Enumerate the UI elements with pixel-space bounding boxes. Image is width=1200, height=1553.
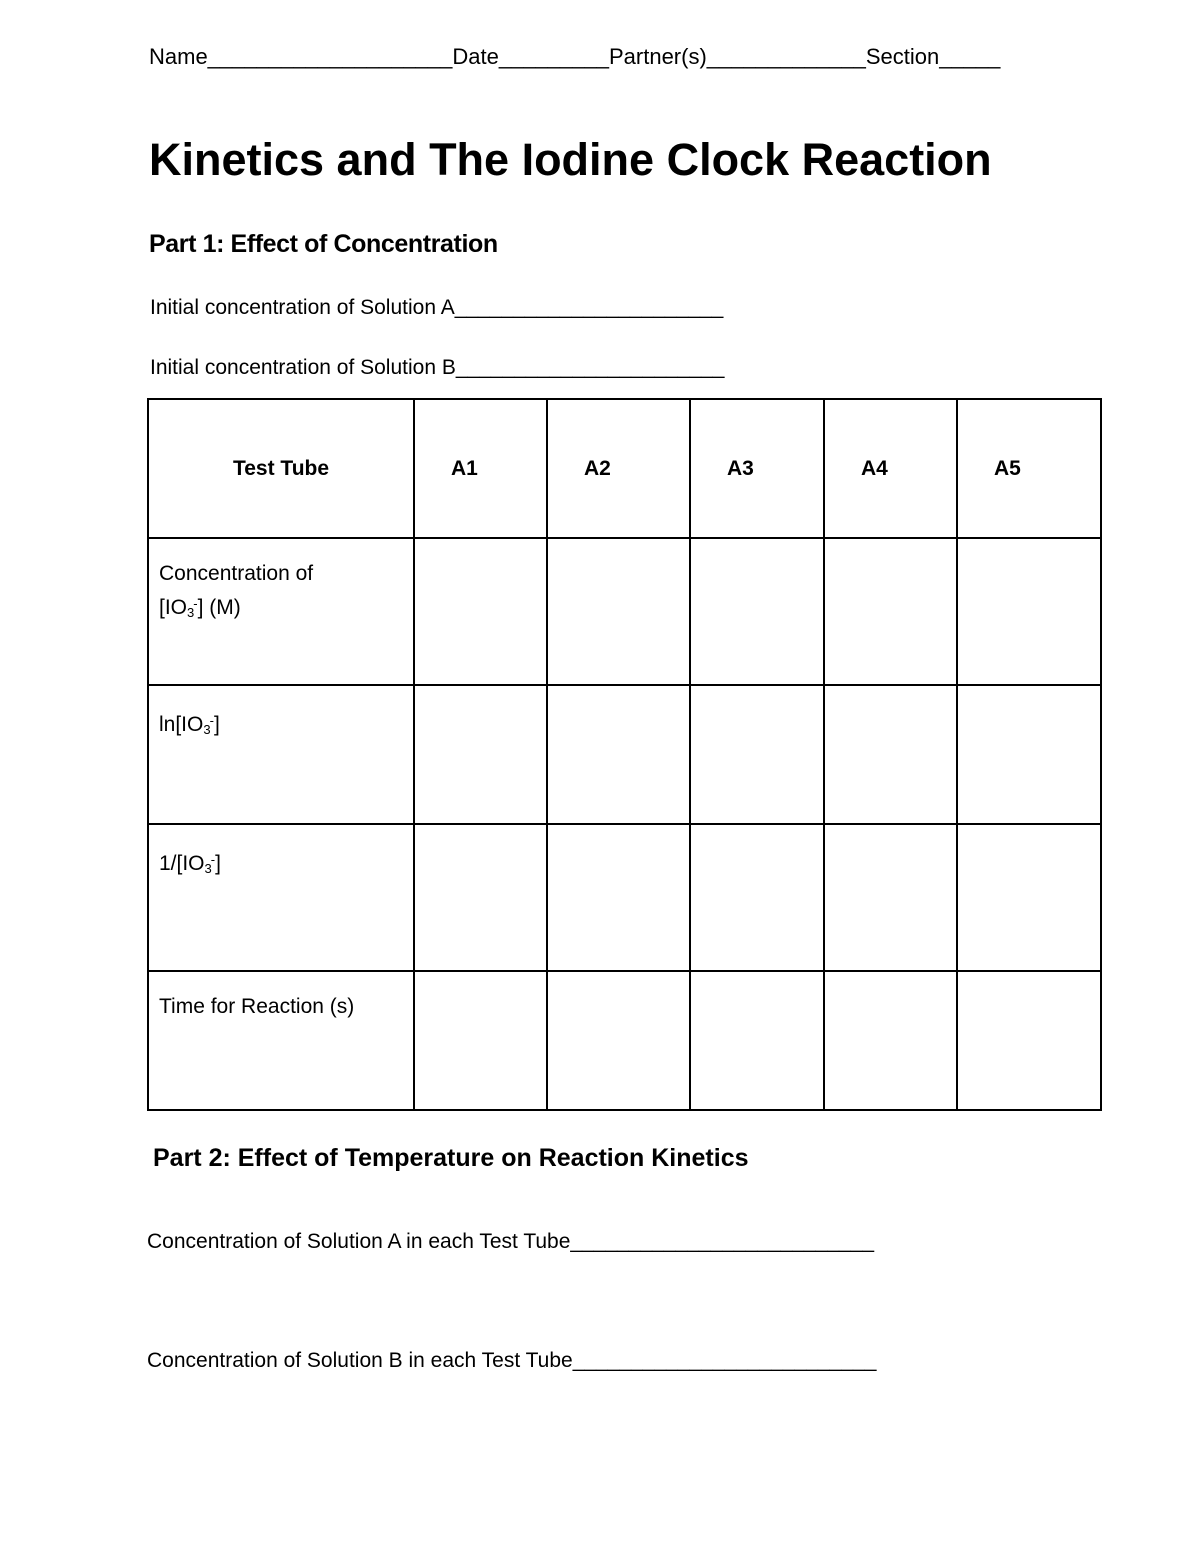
cell-concentration-a4[interactable] xyxy=(824,538,957,685)
table-header-row xyxy=(148,399,1101,538)
row-label-ln: $\ln[IO_3^-]$ xyxy=(148,685,414,824)
cell-time-a2[interactable] xyxy=(547,971,690,1110)
cell-time-a1[interactable] xyxy=(414,971,547,1110)
cell-ln-a4[interactable] xyxy=(824,685,957,824)
row-label-inverse: $1/[IO_3^-]$ xyxy=(148,824,414,971)
cell-inverse-a5[interactable] xyxy=(957,824,1101,971)
cell-time-a4[interactable] xyxy=(824,971,957,1110)
concentration-table xyxy=(147,398,1102,1111)
cell-concentration-a2[interactable] xyxy=(547,538,690,685)
row-label-concentration: Concentration of $[IO_3^-]$ (M) xyxy=(148,538,414,685)
header-col-a1: A1 xyxy=(414,399,547,538)
cell-concentration-a5[interactable] xyxy=(957,538,1101,685)
header-col-a3: A3 xyxy=(690,399,824,538)
cell-ln-a3[interactable] xyxy=(690,685,824,824)
table-row-concentration xyxy=(148,538,1101,685)
page-title: Kinetics and The Iodine Clock Reaction xyxy=(149,134,992,185)
cell-ln-a1[interactable] xyxy=(414,685,547,824)
table-row-inverse xyxy=(148,824,1101,971)
row-label-time: Time for Reaction (s) xyxy=(148,971,414,1110)
cell-inverse-a3[interactable] xyxy=(690,824,824,971)
cell-ln-a5[interactable] xyxy=(957,685,1101,824)
header-fields: Name____________________Date_________Partner(s)_____________Section_____ xyxy=(149,44,1001,69)
initial-concentration-b-field[interactable]: Initial concentration of Solution B_______________________ xyxy=(150,356,725,379)
header-col-a2: A2 xyxy=(547,399,690,538)
cell-inverse-a1[interactable] xyxy=(414,824,547,971)
cell-time-a3[interactable] xyxy=(690,971,824,1110)
concentration-b-each-tube-field[interactable]: Concentration of Solution B in each Test Tube__________________________ xyxy=(147,1349,877,1372)
cell-concentration-a3[interactable] xyxy=(690,538,824,685)
part1-heading: Part 1: Effect of Concentration xyxy=(149,230,498,258)
concentration-a-each-tube-field[interactable]: Concentration of Solution A in each Test Tube__________________________ xyxy=(147,1230,875,1253)
header-col-a5: A5 xyxy=(957,399,1101,538)
cell-ln-a2[interactable] xyxy=(547,685,690,824)
table-row-time xyxy=(148,971,1101,1110)
initial-concentration-a-field[interactable]: Initial concentration of Solution A_______________________ xyxy=(150,296,724,319)
cell-inverse-a4[interactable] xyxy=(824,824,957,971)
cell-concentration-a1[interactable] xyxy=(414,538,547,685)
cell-inverse-a2[interactable] xyxy=(547,824,690,971)
part2-heading: Part 2: Effect of Temperature on Reaction Kinetics xyxy=(153,1144,749,1172)
header-test-tube: Test Tube xyxy=(148,399,414,538)
header-col-a4: A4 xyxy=(824,399,957,538)
cell-time-a5[interactable] xyxy=(957,971,1101,1110)
table-row-ln xyxy=(148,685,1101,824)
